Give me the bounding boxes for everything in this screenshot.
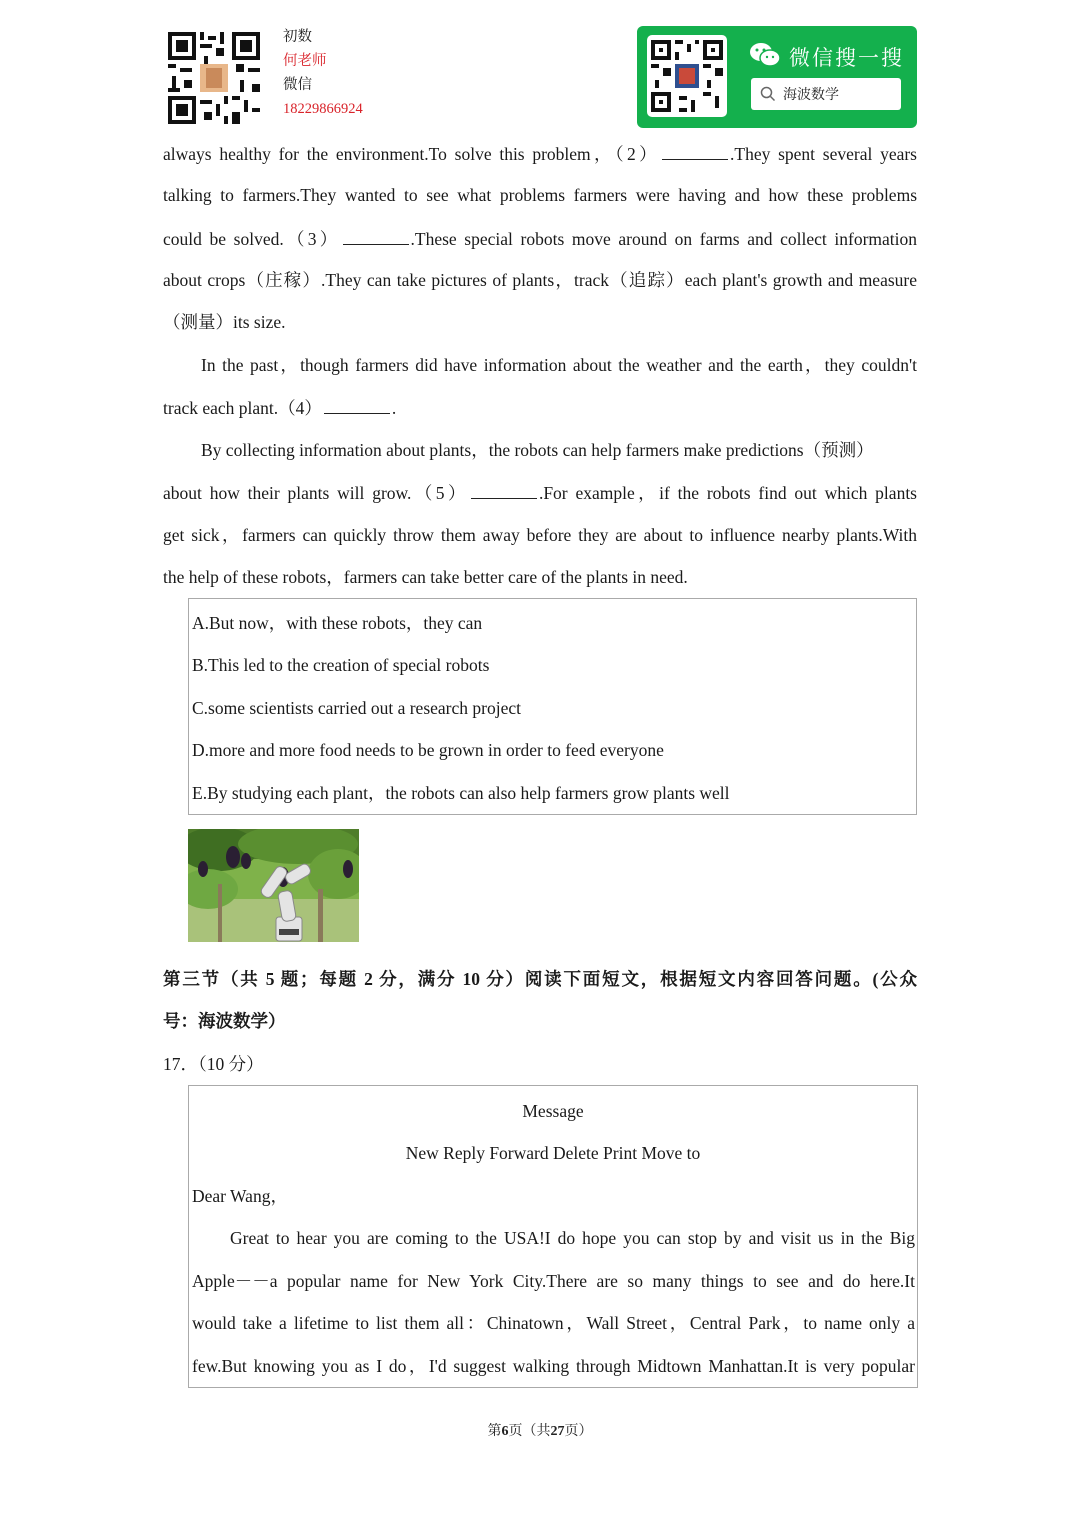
blank-2 bbox=[662, 141, 728, 160]
option-a: A.But now，with these robots，they can bbox=[192, 613, 483, 633]
qr-code-left bbox=[168, 32, 260, 124]
message-line-4: few.But knowing you as I do，I'd suggest walking through Midtown Manhattan.It is very popular bbox=[192, 1356, 915, 1376]
section3-heading-line-1: 第三节（共 5 题；每题 2 分，满分 10 分）阅读下面短文，根据短文内容回答问题。(公众 bbox=[163, 969, 917, 989]
passage-line-11: the help of these robots，farmers can take better care of the plants in need. bbox=[163, 567, 688, 587]
wechat-search-query: 海波数学 bbox=[783, 87, 839, 103]
message-box bbox=[188, 1085, 918, 1388]
option-e: E.By studying each plant，the robots can also help farmers grow plants well bbox=[192, 783, 730, 803]
passage-line-8: By collecting information about plants，the robots can help farmers make predictions（预测） bbox=[201, 440, 874, 460]
question-17-label: 17．（10 分） bbox=[163, 1054, 264, 1074]
passage-line-9: about how their plants will grow.（5） .For example，if the robots find out which plants bbox=[163, 480, 917, 505]
passage-line-3: could be solved.（3） .These special robots move around on farms and collect information bbox=[163, 226, 917, 251]
page-number: 6 bbox=[501, 1424, 509, 1439]
passage-line-7: track each plant.（4） . bbox=[163, 395, 396, 420]
search-icon bbox=[760, 86, 776, 102]
contact-line-1: 初数 bbox=[283, 29, 312, 45]
passage-line-10: get sick，farmers can quickly throw them away before they are about to influence nearby plants.With bbox=[163, 525, 917, 545]
passage-line-1: always healthy for the environment.To solve this problem，（2） .They spent several years bbox=[163, 141, 917, 166]
message-title: Message bbox=[522, 1101, 584, 1121]
option-d: D.more and more food needs to be grown in order to feed everyone bbox=[192, 740, 664, 760]
option-b: B.This led to the creation of special robots bbox=[192, 655, 490, 675]
passage-line-4: about crops（庄稼）.They can take pictures of plants，track（追踪）each plant's growth and measure bbox=[163, 270, 917, 290]
message-line-2: Apple－－a popular name for New York City.There are so many things to see and do here.It bbox=[192, 1271, 915, 1291]
blank-4 bbox=[324, 395, 390, 414]
message-greeting: Dear Wang， bbox=[192, 1186, 288, 1206]
contact-teacher-name: 何老师 bbox=[283, 53, 327, 69]
passage-line-5: （测量）its size. bbox=[163, 312, 286, 332]
contact-wechat-label: 微信 bbox=[283, 77, 312, 93]
passage-line-2: talking to farmers.They wanted to see what problems farmers were having and how these problems bbox=[163, 185, 917, 205]
page-total: 27 bbox=[550, 1424, 565, 1439]
wechat-search-banner[interactable] bbox=[637, 26, 917, 128]
wechat-search-title: 微信搜一搜 bbox=[789, 46, 904, 70]
blank-3 bbox=[343, 226, 409, 245]
message-line-3: would take a lifetime to list them all：Chinatown，Wall Street，Central Park，to name only a bbox=[192, 1313, 915, 1333]
page-footer: 第6页（共27页） bbox=[487, 1424, 593, 1439]
options-box bbox=[188, 598, 917, 815]
message-toolbar: New Reply Forward Delete Print Move to bbox=[405, 1143, 701, 1163]
wechat-search-input[interactable] bbox=[751, 78, 901, 110]
wechat-qr-code bbox=[647, 35, 727, 117]
wechat-logo-icon bbox=[749, 42, 781, 68]
vineyard-robot-photo bbox=[188, 829, 359, 942]
option-c: C.some scientists carried out a research project bbox=[192, 698, 521, 718]
blank-5 bbox=[471, 480, 537, 499]
section3-heading-line-2: 号：海波数学） bbox=[163, 1011, 286, 1031]
contact-phone: 18229866924 bbox=[283, 101, 363, 117]
passage-line-6: In the past，though farmers did have information about the weather and the earth，they couldn't bbox=[201, 355, 917, 375]
message-line-1: Great to hear you are coming to the USA!I do hope you can stop by and visit us in the Big bbox=[230, 1228, 915, 1248]
